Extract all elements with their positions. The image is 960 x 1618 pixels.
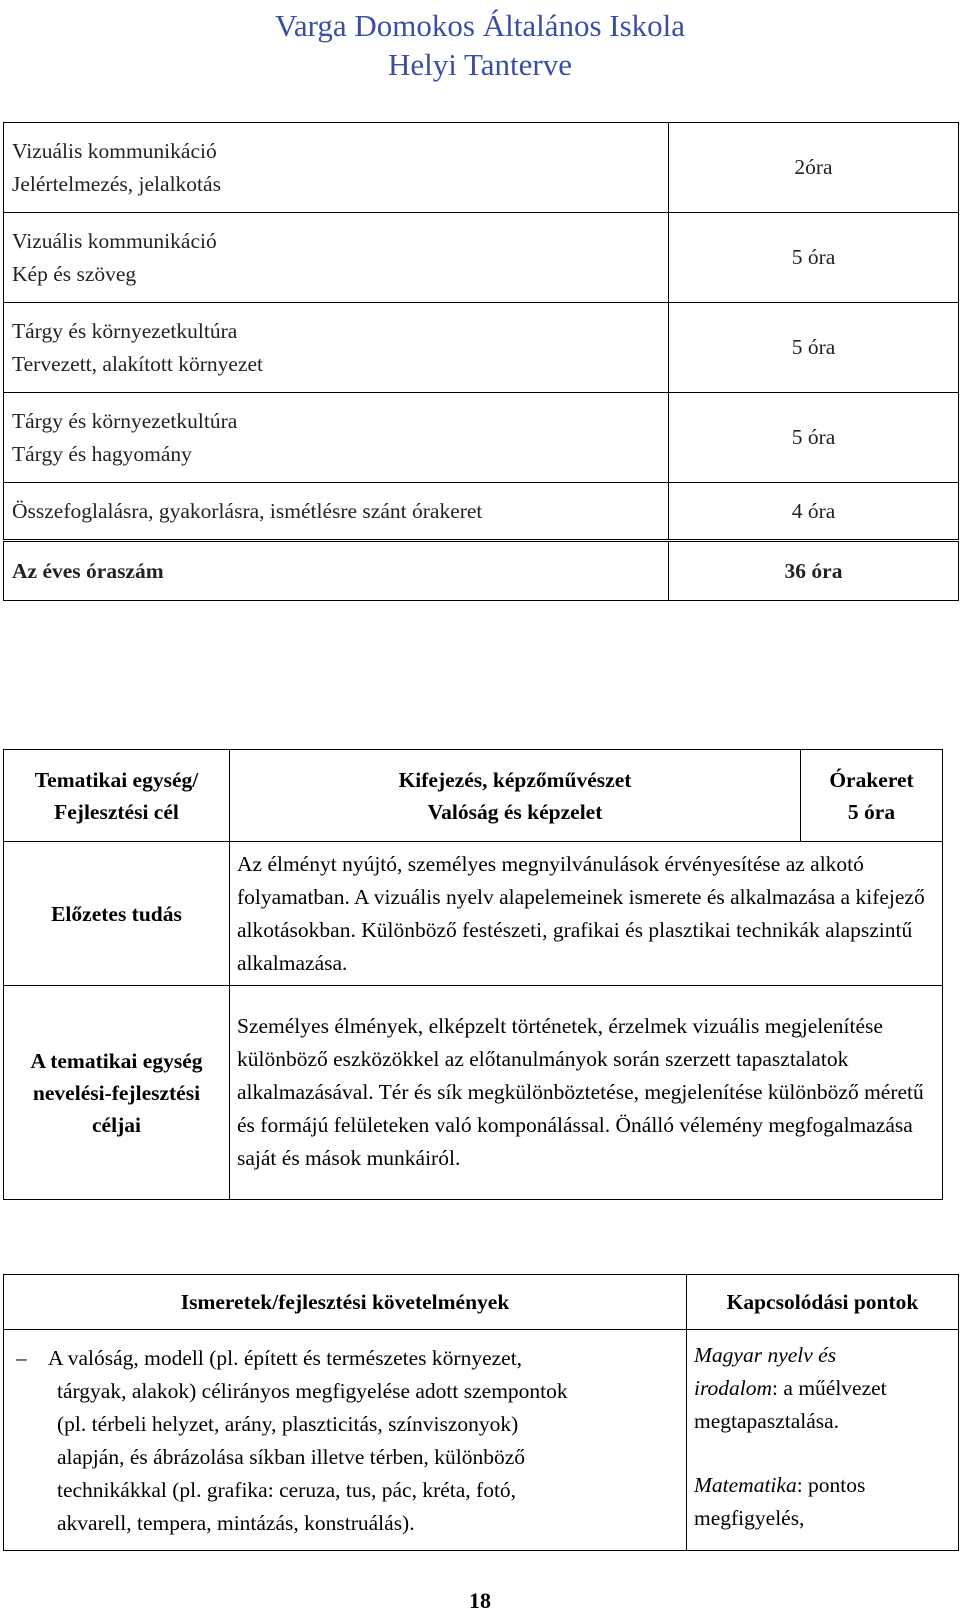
table-row	[4, 213, 959, 303]
subject-name: Matematika	[694, 1473, 797, 1497]
topic-line: Vizuális kommunikáció	[12, 228, 217, 253]
time-frame-cell	[801, 750, 943, 842]
total-row	[4, 541, 959, 601]
topic-line: Vizuális kommunikáció	[12, 138, 217, 163]
table-row	[4, 483, 959, 541]
topic-line: Tárgy és környezetkultúra	[12, 408, 238, 433]
subject-name: Magyar nyelv és	[694, 1343, 837, 1367]
unit-label: Fejlesztési cél	[54, 799, 179, 824]
table-row	[4, 1330, 959, 1551]
unit-title: Kifejezés, képzőművészet	[398, 767, 632, 792]
school-name: Varga Domokos Általános Iskola	[274, 8, 686, 43]
requirements-header: Ismeretek/fejlesztési követelmények	[4, 1275, 687, 1330]
goals-label: nevelési-fejlesztési	[32, 1080, 201, 1105]
connection-text: megtapasztalása.	[694, 1409, 840, 1433]
table-row	[4, 393, 959, 483]
topic-line: Tervezett, alakított környezet	[12, 351, 263, 376]
connections-header: Kapcsolódási pontok	[687, 1275, 959, 1330]
connection-literature	[687, 1330, 958, 1545]
connection-text: : pontos	[796, 1473, 866, 1497]
requirements-cell	[4, 1330, 687, 1551]
hours-cell: 5 óra	[669, 393, 959, 483]
goals-text: Személyes élmények, elképzelt történetek, érzelmek vizuális megjelenítése különböző eszközökkel az előtanulmányok során szerzett tapasztalatok alkalmazásával. Tér és sík megkülönböztetése, megjelenítése különböző méretű és formájú felületeken való komponálással. Önálló vélemény megfogalmazása saját és mások munkáiról.	[230, 986, 943, 1200]
topic-line: Tárgy és hagyomány	[12, 441, 192, 466]
topic-cell	[4, 123, 669, 213]
topic-cell	[4, 303, 669, 393]
unit-title: Valóság és képzelet	[427, 799, 603, 824]
subject-name: irodalom	[694, 1376, 773, 1400]
connection-text: : a műélvezet	[772, 1376, 887, 1400]
table-row	[4, 986, 943, 1200]
table-row	[4, 303, 959, 393]
item-line: technikákkal (pl. grafika: ceruza, tus, pác, kréta, fotó,	[57, 1478, 517, 1502]
unit-label: Tematikai egység/	[34, 767, 199, 792]
time-frame-label: Órakeret	[829, 767, 914, 792]
goals-label-cell	[4, 986, 230, 1200]
table-row	[4, 123, 959, 213]
topic-cell: Összefoglalásra, gyakorlásra, ismétlésre szánt órakeret	[4, 483, 669, 541]
item-line: (pl. térbeli helyzet, arány, plaszticitás, színviszonyok)	[57, 1412, 519, 1436]
unit-title-cell	[230, 750, 801, 842]
topic-cell	[4, 393, 669, 483]
goals-label: A tematikai egység	[30, 1048, 203, 1073]
table-row	[4, 1275, 959, 1330]
page-number: 18	[469, 1588, 491, 1613]
connections-cell	[687, 1330, 959, 1551]
table-row	[4, 842, 943, 986]
list-item	[4, 1330, 686, 1550]
requirements-table	[3, 1274, 959, 1551]
hours-cell: 4 óra	[669, 483, 959, 541]
curriculum-title: Helyi Tanterve	[387, 47, 573, 82]
topic-cell	[4, 213, 669, 303]
item-line: A valóság, modell (pl. épített és természetes környezet,	[48, 1346, 523, 1370]
topic-line: Tárgy és környezetkultúra	[12, 318, 238, 343]
prior-knowledge-text: Az élményt nyújtó, személyes megnyilvánulások érvényesítése az alkotó folyamatban. A vizuális nyelv alapelemeinek ismerete és alkalmazása a kifejező alkotásokban. Különböző festészeti, grafikai és plasztikai technikák alapszintű alkalmazása.	[230, 842, 943, 986]
table-row	[4, 750, 943, 842]
hours-cell: 5 óra	[669, 303, 959, 393]
item-line: alapján, és ábrázolása síkban illetve térben, különböző	[57, 1445, 526, 1469]
item-line: tárgyak, alakok) célirányos megfigyelése adott szempontok	[57, 1379, 568, 1403]
time-frame-hours: 5 óra	[847, 799, 896, 824]
unit-label-cell	[4, 750, 230, 842]
topic-line: Kép és szöveg	[12, 261, 137, 286]
dash-bullet: –	[16, 1346, 27, 1370]
total-label: Az éves óraszám	[4, 541, 669, 601]
item-line: akvarell, tempera, mintázás, konstruálás).	[57, 1511, 415, 1535]
unit-table	[3, 749, 943, 1200]
goals-label: céljai	[92, 1112, 141, 1137]
topic-line: Jelértelmezés, jelalkotás	[12, 171, 221, 196]
hours-cell: 2óra	[669, 123, 959, 213]
hours-cell: 5 óra	[669, 213, 959, 303]
document-header	[0, 6, 960, 84]
hours-table	[3, 122, 959, 601]
connection-text: megfigyelés,	[694, 1506, 805, 1530]
total-hours: 36 óra	[669, 541, 959, 601]
prior-knowledge-label: Előzetes tudás	[4, 842, 230, 986]
